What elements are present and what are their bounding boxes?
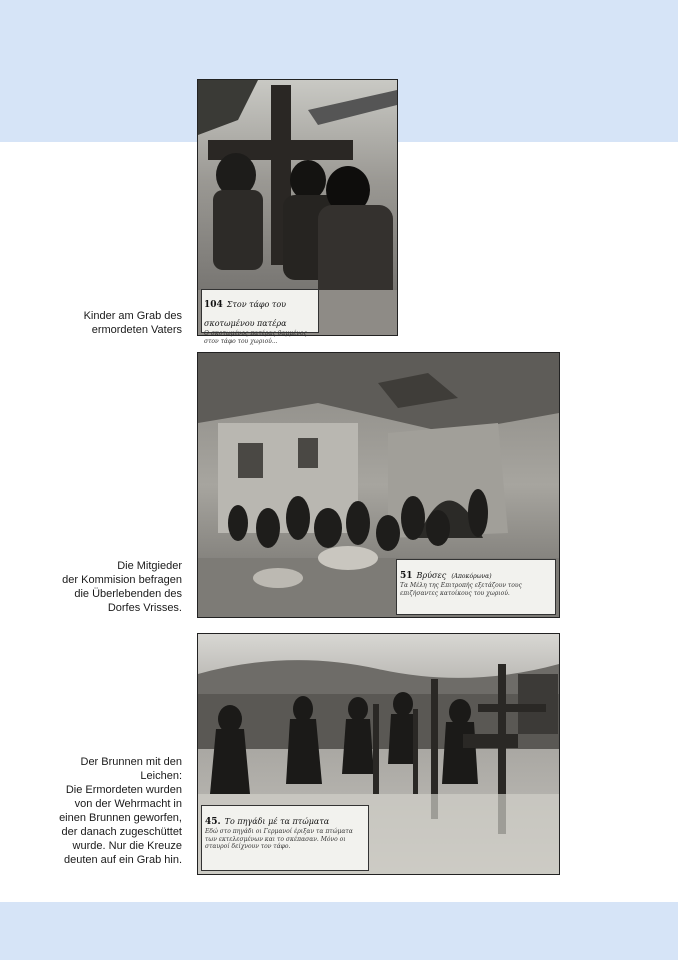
plate-number: 51 [400, 571, 413, 581]
plate-title: Βρύσες [416, 571, 447, 580]
photo-children-at-grave [197, 79, 398, 345]
plate-subtitle: (Αποκόρωνα) [451, 573, 492, 580]
plate-text: Τα Μέλη της Επιτροπής εξετάζουν τους επιζήσαντες κατοίκους του χωριού. [400, 582, 522, 597]
plate-title: Στον τάφο του σκοτωμένου πατέρα [204, 300, 287, 328]
photo-plate-45 [201, 805, 369, 871]
photo-plate-104 [201, 289, 319, 345]
plate-text: Εδώ στο πηγάδι οι Γερμανοί έριξαν τα πτώματα των εκτελεσμένων και το σκέπασαν. Μόνο οι σταυροί δείχνουν τον τάφο. [205, 828, 353, 850]
plate-text: Ο σκοτωμένος πατέρας θαμμένος στον τάφο του χωριού... [204, 330, 308, 345]
caption-well: Der Brunnen mit den Leichen: Die Ermordeten wurden von der Wehrmacht in einen Brunnen geworfen, der danach zugeschüttet wurde. Nur die Kreuze deuten auf ein Grab hin. [59, 756, 182, 866]
photo-commission-survivors [197, 352, 560, 618]
plate-title: Το πηγάδι μέ τα πτώματα [224, 817, 330, 826]
plate-number: 104 [204, 300, 223, 310]
bottom-blue-band [0, 902, 678, 960]
caption-commission: Die Mitgieder der Kommision befragen die Überlebenden des Dorfes Vrisses. [62, 560, 182, 614]
caption-children-grave: Kinder am Grab des ermordeten Vaters [83, 310, 182, 336]
photo-well-crosses [197, 633, 560, 875]
photo-plate-51 [396, 559, 556, 615]
plate-number: 45. [205, 817, 221, 827]
